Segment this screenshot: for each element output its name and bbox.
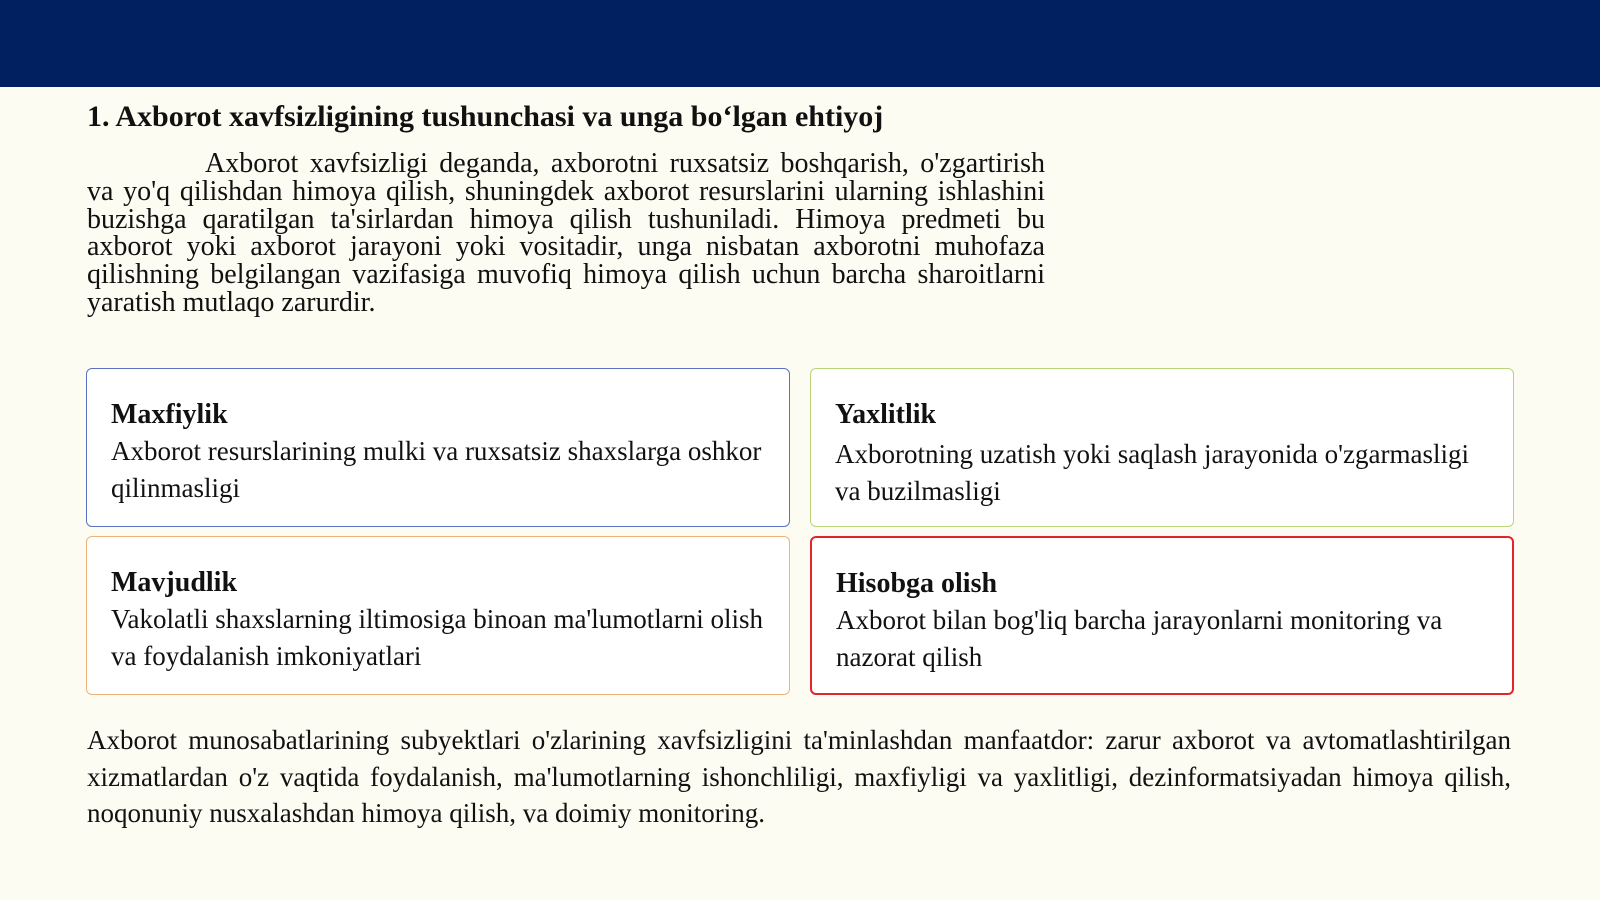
closing-paragraph: Axborot munosabatlarining subyektlari o'zlarining xavfsizligini ta'minlashdan manfaatdor: zarur axborot va avtomatlashtirilgan xizmatlardan o'z vaqtida foydalanish, ma'lumotlarning ishonchliligi, maxfiyligi va yaxlitligi, dezinformatsiyadan himoya qilish, noqonuniy nusxalashdan himoya qilish, va doimiy monitoring. bbox=[87, 725, 1511, 828]
card-yaxlitlik bbox=[810, 368, 1514, 527]
card-description: Axborot resurslarining mulki va ruxsatsiz shaxslarga oshkor qilinmasligi bbox=[111, 436, 762, 503]
card-title: Yaxlitlik bbox=[835, 399, 937, 430]
card-maxfiylik bbox=[86, 368, 790, 527]
card-description: Axborot bilan bog'liq barcha jarayonlarni monitoring va nazorat qilish bbox=[836, 605, 1443, 672]
card-title: Maxfiylik bbox=[111, 399, 228, 430]
slide-heading: 1. Axborot xavfsizligining tushunchasi va unga bo‘lgan ehtiyoj bbox=[87, 100, 884, 133]
header-bar bbox=[0, 0, 1600, 87]
card-title: Mavjudlik bbox=[111, 567, 238, 598]
card-description: Axborotning uzatish yoki saqlash jarayonida o'zgarmasligi va buzilmasligi bbox=[835, 439, 1469, 506]
card-hisobga-olish bbox=[810, 536, 1514, 695]
intro-paragraph: Axborot xavfsizligi deganda, axborotni ruxsatsiz boshqarish, o'zgartirish va yo'q qilishdan himoya qilish, shuningdek axborot resurslarini ularning ishlashini buzishga qaratilgan ta'sirlardan himoya qilish tushuniladi. Himoya predmeti bu axborot yoki axborot jarayoni yoki vositadir, unga nisbatan axborotni muhofaza qilishning belgilangan vazifasiga muvofiq himoya qilish uchun barcha sharoitlarni yaratish mutlaqo zarurdir. bbox=[87, 148, 1045, 318]
card-title: Hisobga olish bbox=[836, 568, 998, 599]
card-mavjudlik bbox=[86, 536, 790, 695]
card-description: Vakolatli shaxslarning iltimosiga binoan ma'lumotlarni olish va foydalanish imkoniyatlari bbox=[111, 604, 764, 671]
